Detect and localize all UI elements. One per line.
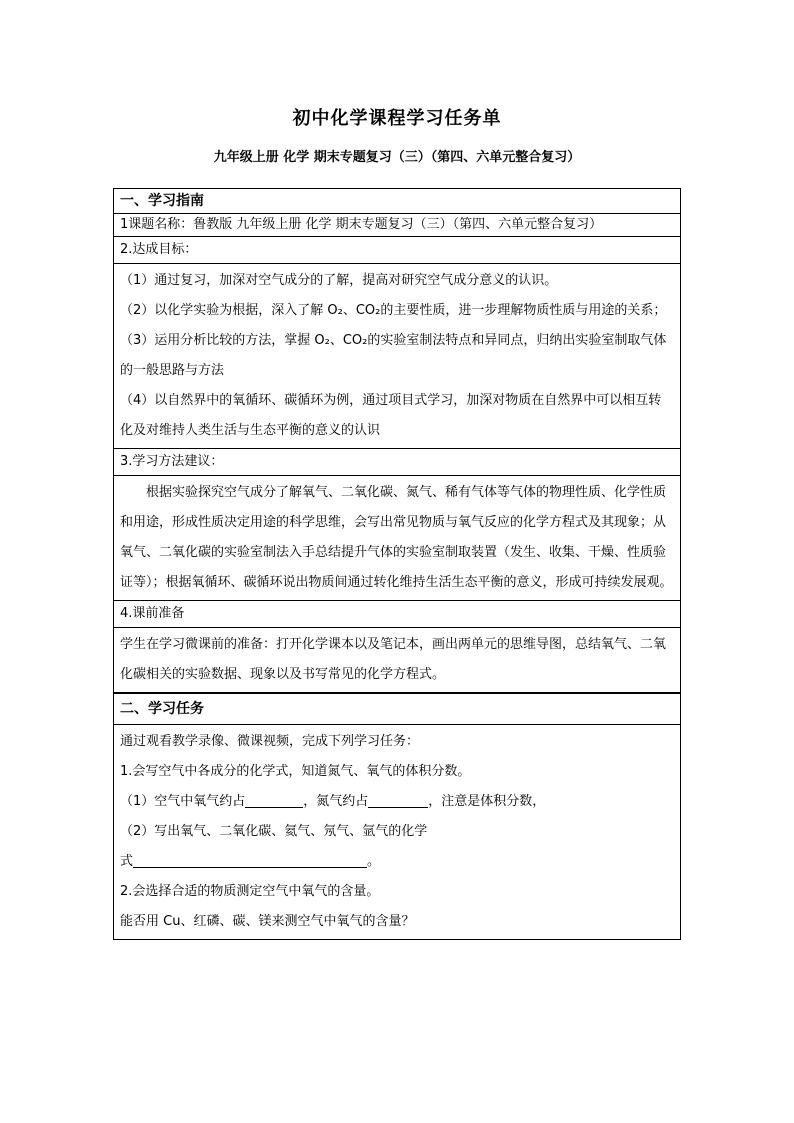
task-sheet-table — [113, 188, 681, 940]
tasks-intro: 通过观看教学录像、微课视频，完成下列学习任务： — [120, 734, 420, 749]
task-1-question-2: （2）写出氧气、二氧化碳、氦气、氖气、氩气的化学 — [120, 824, 428, 839]
method-text: 根据实验探究空气成分了解氧气、二氧化碳、氮气、稀有气体等气体的物理性质、化学性质和用途，形成性质决定用途的科学思维，会写出常见物质与氧气反应的化学方程式及其现象；从氧气、二氧化碳的实验室制法入手总结提升气体的实验室制取装置（发生、收集、干燥、性质验证等）；根据氧循环、碳循环说出物质间通过转化维持生活生态平衡的意义，形成可持续发展观。 — [120, 485, 673, 590]
question-text: 。 — [367, 854, 381, 869]
question-text: ，氮气约占 — [303, 794, 369, 809]
prep-text: 学生在学习微课前的准备：打开化学课本以及笔记本，画出两单元的思维导图，总结氧气、二氧化碳相关的实验数据、现象以及书写常见的化学方程式。 — [120, 637, 667, 682]
goal-item: （1）通过复习，加深对空气成分的了解，提高对研究空气成分意义的认识。 — [120, 273, 558, 288]
answer-blank-formulas[interactable] — [133, 851, 367, 868]
goal-item: （2）以化学实验为根据，深入了解 O₂、CO₂的主要性质，进一步理解物质性质与用途的关系； — [120, 303, 667, 318]
tasks-cell — [114, 725, 681, 940]
task-2: 2.会选择合适的物质测定空气中氧气的含量。 — [120, 884, 380, 899]
question-text: 式 — [120, 854, 134, 869]
goals-cell — [114, 264, 681, 449]
section2-heading: 二、学习任务 — [114, 693, 681, 725]
prep-label: 4.课前准备 — [114, 601, 681, 628]
task-2-question: 能否用 Cu、红磷、碳、镁来测空气中氧气的含量？ — [120, 914, 415, 929]
method-label: 3.学习方法建议： — [114, 449, 681, 476]
question-text: ，注意是体积分数， — [428, 794, 546, 809]
topic-cell: 1课题名称：鲁教版 九年级上册 化学 期末专题复习（三）（第四、六单元整合复习） — [114, 214, 681, 237]
prep-cell — [114, 628, 681, 694]
document-subtitle: 九年级上册 化学 期末专题复习（三）（第四、六单元整合复习） — [213, 150, 581, 165]
answer-blank-nitrogen[interactable] — [368, 791, 428, 808]
task-1: 1.会写空气中各成分的化学式，知道氮气、氧气的体积分数。 — [120, 764, 471, 779]
task-1-question-2-line — [120, 847, 674, 877]
task-1-question-1 — [120, 787, 674, 817]
document-title: 初中化学课程学习任务单 — [292, 108, 502, 129]
goals-label: 2.达成目标： — [114, 237, 681, 264]
goal-item: （3）运用分析比较的方法，掌握 O₂、CO₂的实验室制法特点和异同点，归纳出实验室制取气体的一般思路与方法 — [120, 333, 667, 378]
section1-heading: 一、学习指南 — [114, 189, 681, 214]
method-cell — [114, 476, 681, 601]
answer-blank-oxygen[interactable] — [245, 791, 303, 808]
goal-item: （4）以自然界中的氧循环、碳循环为例，通过项目式学习，加深对物质在自然界中可以相互转化及对维持人类生活与生态平衡的意义的认识 — [120, 393, 662, 438]
question-text: （1）空气中氧气约占 — [120, 794, 246, 809]
